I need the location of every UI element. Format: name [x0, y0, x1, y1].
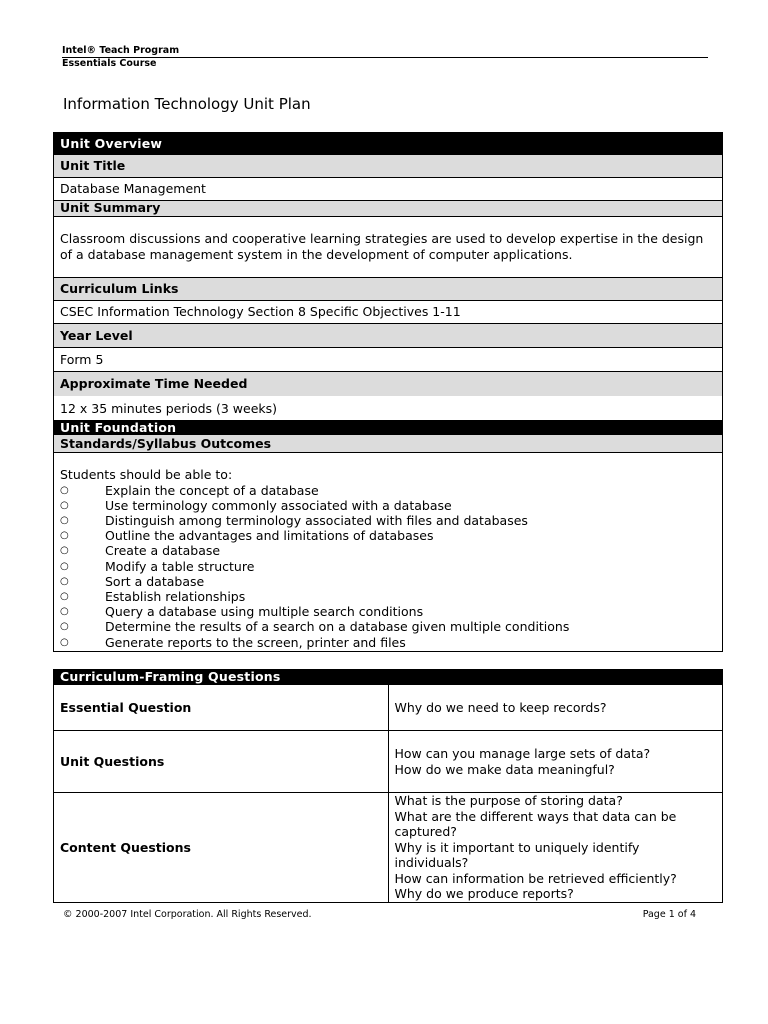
content-question-text: What is the purpose of storing data?	[394, 793, 623, 808]
content-questions-label: Content Questions	[54, 793, 389, 903]
unit-summary-label: Unit Summary	[54, 200, 723, 216]
unit-overview-heading: Unit Overview	[54, 132, 723, 155]
essential-question-text: Why do we need to keep records?	[394, 699, 607, 715]
program-name: Intel® Teach Program	[62, 45, 180, 56]
objective-item: ○ Establish relationships	[60, 589, 716, 604]
framing-heading: Curriculum-Framing Questions	[54, 670, 723, 685]
time-needed-value: 12 x 35 minutes periods (3 weeks)	[54, 396, 723, 420]
objective-item: ○ Outline the advantages and limitations of databases	[60, 528, 716, 543]
curriculum-links-label: Curriculum Links	[54, 277, 723, 300]
objective-item: ○ Generate reports to the screen, printer and files	[60, 635, 716, 650]
page-number: Page 1 of 4	[642, 909, 696, 920]
objectives-list	[60, 483, 716, 650]
unit-questions-label: Unit Questions	[54, 731, 389, 793]
essential-question-label: Essential Question	[54, 685, 389, 731]
outcomes-label: Standards/Syllabus Outcomes	[54, 435, 723, 452]
year-level-label: Year Level	[54, 323, 723, 347]
objective-item: ○ Modify a table structure	[60, 559, 716, 574]
framing-questions-table	[53, 669, 723, 903]
essential-question-value	[388, 685, 723, 731]
unit-foundation-heading: Unit Foundation	[54, 420, 723, 435]
document-title: Information Technology Unit Plan	[63, 95, 311, 113]
unit-title-label: Unit Title	[54, 155, 723, 177]
unit-overview-table	[53, 132, 723, 652]
unit-title-value: Database Management	[54, 177, 723, 200]
unit-questions-value	[388, 731, 723, 793]
time-needed-label: Approximate Time Needed	[54, 371, 723, 396]
copyright-notice: © 2000-2007 Intel Corporation. All Rights Reserved.	[63, 909, 312, 920]
objective-item: ○ Determine the results of a search on a database given multiple conditions	[60, 619, 716, 634]
curriculum-links-value: CSEC Information Technology Section 8 Specific Objectives 1-11	[54, 300, 723, 323]
content-question-text: Why is it important to uniquely identify individuals?	[394, 839, 640, 870]
outcomes-content	[54, 452, 723, 651]
objective-item: ○ Sort a database	[60, 574, 716, 589]
objective-item: ○ Explain the concept of a database	[60, 483, 716, 498]
objective-item: ○ Create a database	[60, 543, 716, 558]
content-question-text: Why do we produce reports?	[394, 886, 574, 901]
unit-question-text: How do we make data meaningful?	[394, 761, 615, 777]
content-question-text: What are the different ways that data can be captured?	[394, 808, 677, 839]
unit-summary-value: Classroom discussions and cooperative learning strategies are used to develop expertise in the design of a database management system in the development of computer applications.	[54, 216, 723, 277]
content-question-text: How can information be retrieved efficiently?	[394, 870, 677, 886]
year-level-value: Form 5	[54, 347, 723, 371]
objective-item: ○ Query a database using multiple search conditions	[60, 604, 716, 619]
header-rule	[62, 57, 708, 58]
course-name: Essentials Course	[62, 58, 157, 69]
unit-question-text: How can you manage large sets of data?	[394, 746, 651, 761]
objective-item: ○ Distinguish among terminology associated with files and databases	[60, 513, 716, 528]
content-questions-value	[388, 793, 723, 903]
objective-item: ○ Use terminology commonly associated with a database	[60, 498, 716, 513]
outcomes-intro: Students should be able to:	[60, 466, 233, 482]
